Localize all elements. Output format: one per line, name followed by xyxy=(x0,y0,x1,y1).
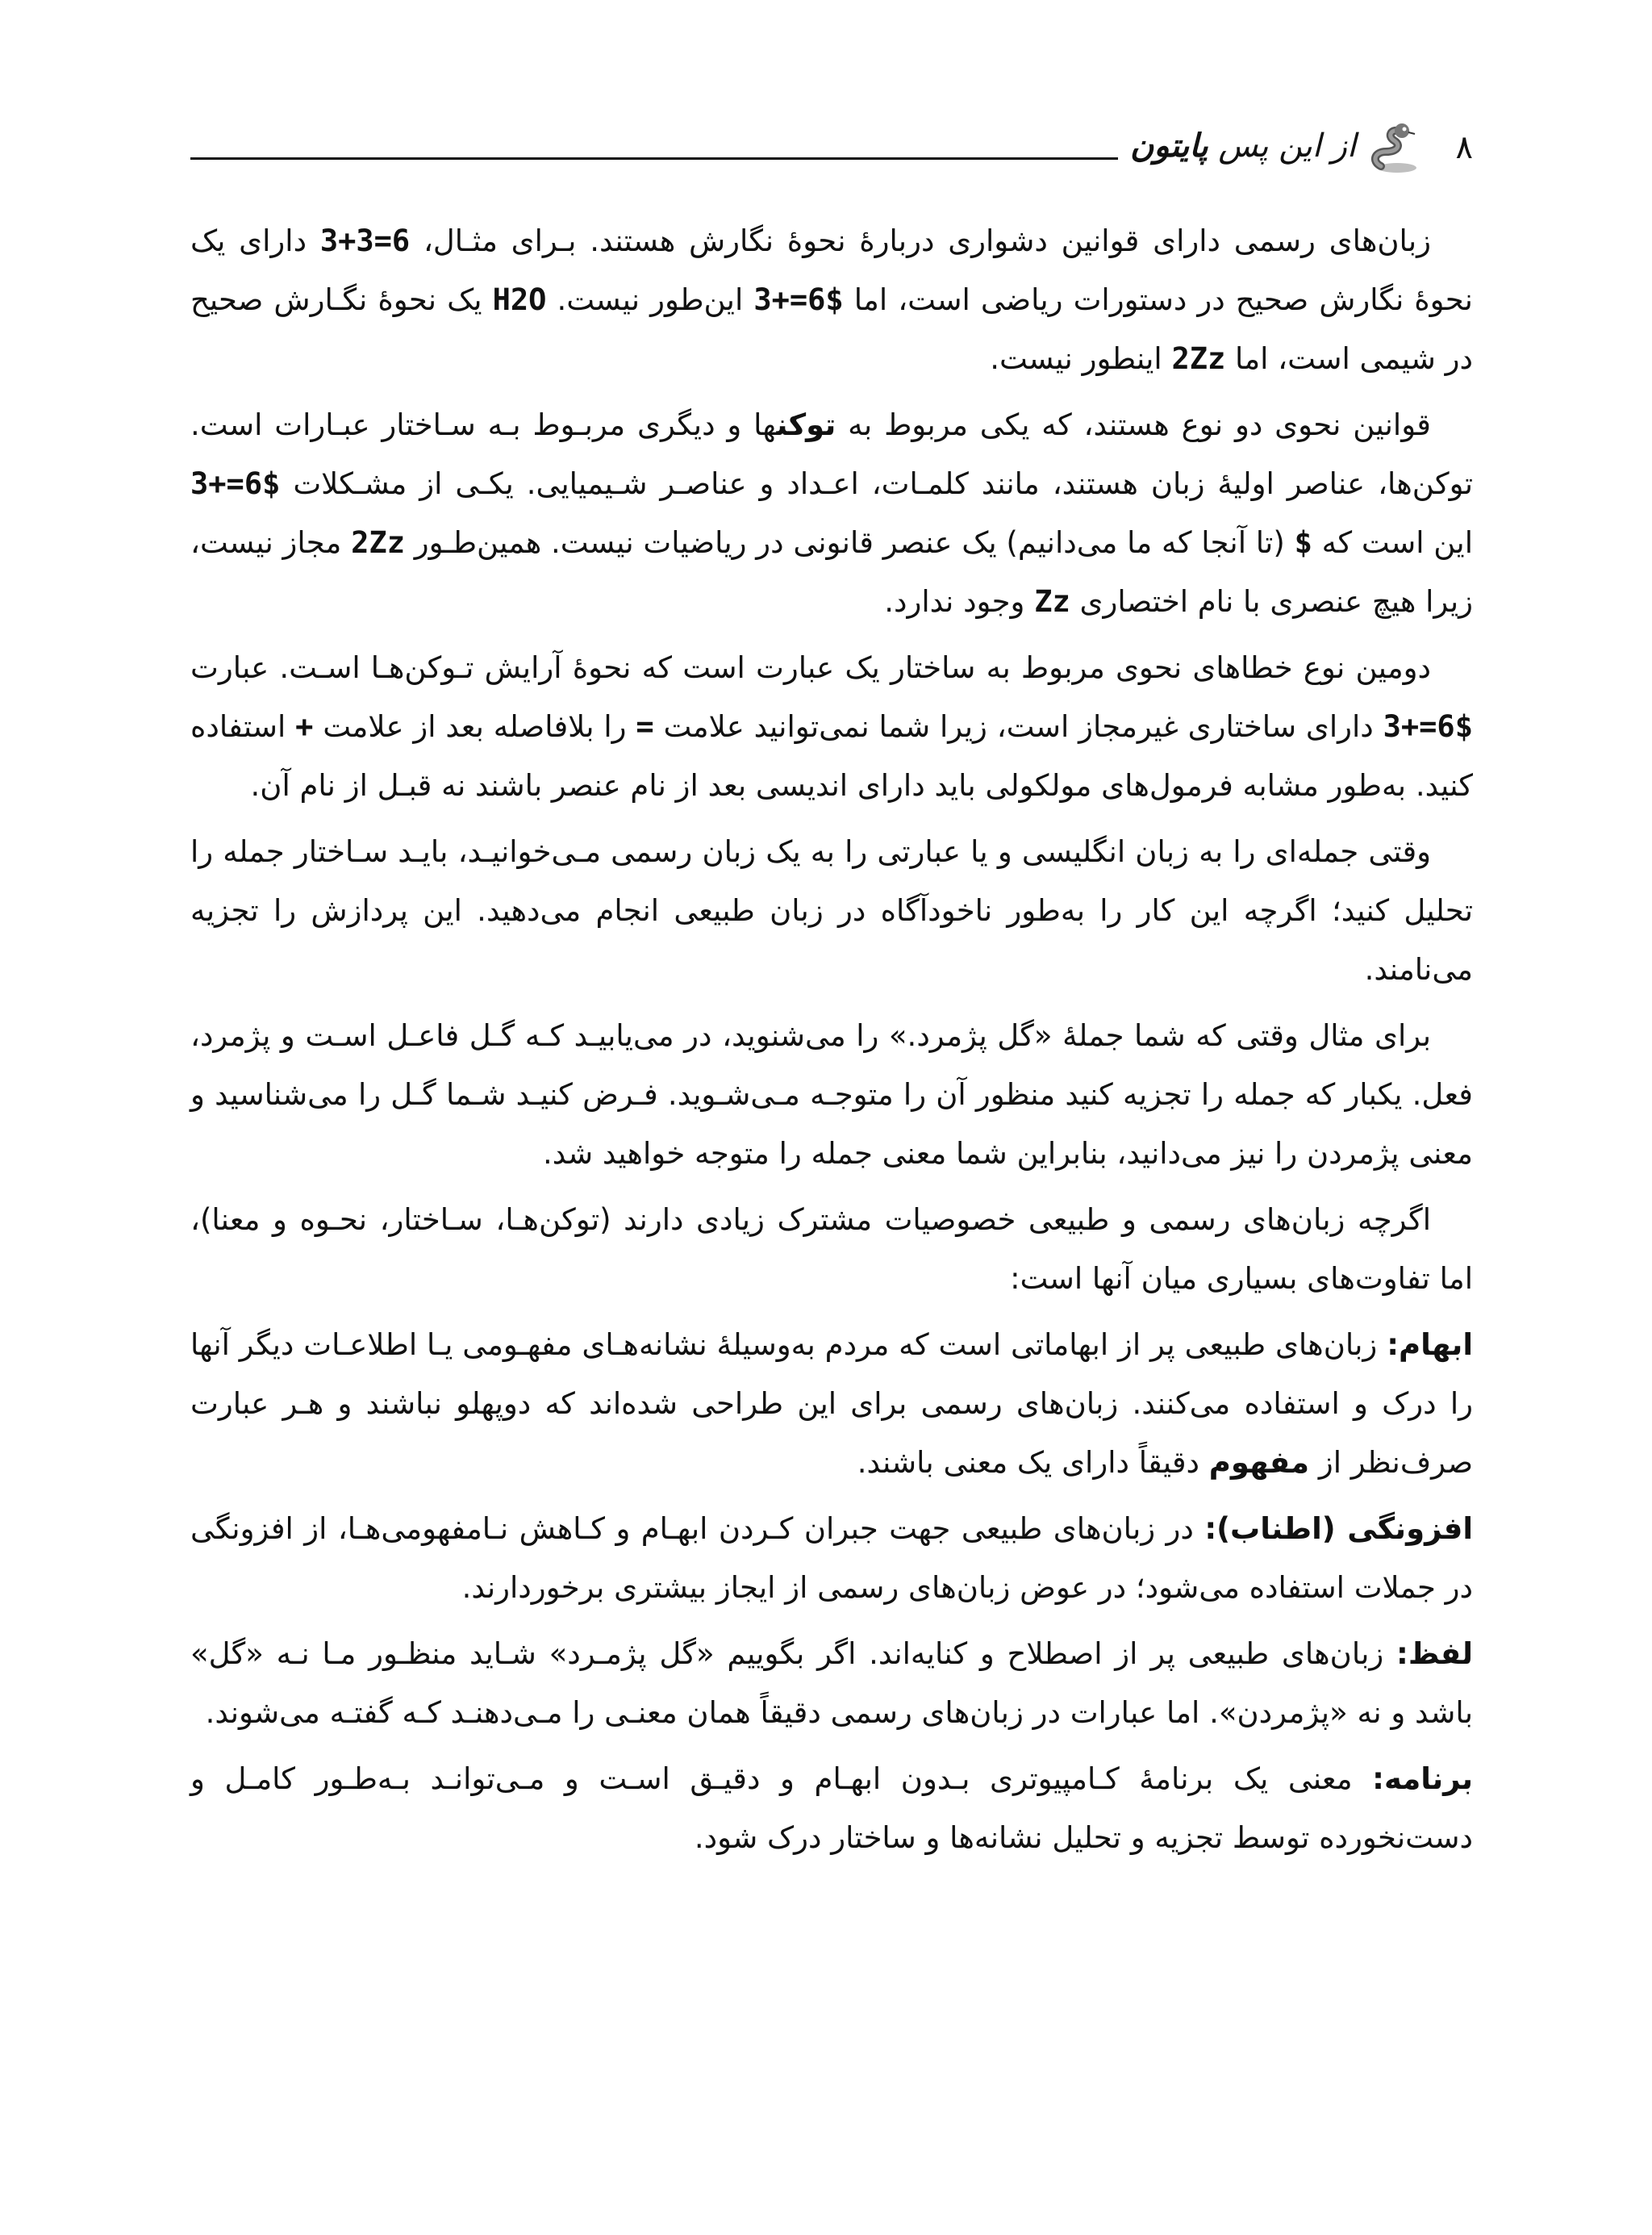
code-expression: = xyxy=(636,709,654,744)
text-run: دقیقاً دارای یک معنی باشند. xyxy=(857,1445,1209,1480)
definition-term: افزونگی (اطناب): xyxy=(1204,1511,1473,1546)
text-run: وجود ندارد. xyxy=(884,584,1035,619)
definition-term: لفظ: xyxy=(1396,1636,1473,1671)
text-run: مجاز نیست، زیرا هیچ عنصری با نام اختصاری xyxy=(190,525,1473,619)
definition-literalness xyxy=(190,1624,1473,1742)
code-expression: H2O xyxy=(492,282,547,317)
text-run: زبان‌های طبیعی پر از ابهاماتی است که مردم به‌وسیلهٔ نشانه‌هـای مفهـومی یـا اطلاعـات دیگر آنها را درک و استفاده می‌کنند. زبان‌های رسمی برای این طراحی شده‌اند که دوپهلو نباشند و هـر عبارت صرف‌نظر از xyxy=(190,1327,1473,1480)
body-text xyxy=(190,211,1473,1874)
text-run: (تا آنجا که ما می‌دانیم) یک عنصر قانونی در ریاضیات نیست. همین‌طـور xyxy=(404,525,1295,560)
code-expression: 3+3=6 xyxy=(319,224,411,258)
running-title xyxy=(1130,127,1356,165)
code-expression: 2Zz xyxy=(351,525,405,560)
text-run: استفاده کنید. به‌طور مشابه فرمول‌های مولکولی باید دارای اندیسی بعد از نام عنصر باشند نه قبـل از نام آن. xyxy=(190,709,1473,803)
text-run: دارای ساختاری غیرمجاز است، زیرا شما نمی‌توانید علامت xyxy=(653,709,1383,744)
paragraph-parsing: وقتی جمله‌ای را به زبان انگلیسی و یا عبارتی را به یک زبان رسمی مـی‌خوانیـد، بایـد سـاختار جمله را تحلیل کنید؛ اگرچه این کار را به‌طور ناخودآگاه در زبان طبیعی انجام می‌دهید. این پردازش را تجزیه می‌نامند. xyxy=(190,834,1473,987)
definition-ambiguity xyxy=(190,1315,1473,1492)
definition-program xyxy=(190,1749,1473,1867)
running-title-prefix: از این پس xyxy=(1218,127,1356,165)
definition-term: برنامه: xyxy=(1372,1761,1473,1796)
code-expression: + xyxy=(295,709,314,744)
bold-term: توکن xyxy=(776,407,836,442)
code-expression: 3+=6$ xyxy=(753,282,844,317)
text-run: قوانین نحوی دو نوع هستند، که یکی مربوط به xyxy=(836,407,1431,442)
text-run: اینطور نیست. xyxy=(990,341,1172,376)
code-expression: $ xyxy=(1294,525,1312,560)
text-run: یک نحوهٔ نگـارش صحیح در شیمی است، اما xyxy=(190,282,1473,376)
header-rule xyxy=(190,157,1118,160)
running-header xyxy=(190,121,1473,186)
text-run: معنی یک برنامهٔ کـامپیوتری بـدون ابهـام و دقیـق اسـت و مـی‌توانـد بـه‌طـور کامـل و دست‌نخورده توسط تجزیه و تحلیل نشانه‌ها و ساختار درک شود. xyxy=(190,1761,1473,1855)
text-run: را بلافاصله بعد از علامت xyxy=(313,709,636,744)
paragraph-token-rules xyxy=(190,395,1473,631)
text-run: زبان‌های طبیعی پر از اصطلاح و کنایه‌اند. اگر بگوییم «گل پژمـرد» شـاید منظـور مـا نـه «گل» باشد و نه «پژمردن». اما عبارات در زبان‌های رسمی دقیقاً همان معنـی را مـی‌دهنـد کـه گفتـه می‌شوند. xyxy=(190,1636,1473,1730)
code-expression: 3+=6$ xyxy=(190,466,281,501)
text-run: این‌طور نیست. xyxy=(546,282,754,317)
text-run: ها و دیگری مربـوط بـه سـاختار عبـارات است. توکن‌ها، عناصر اولیهٔ زبان هستند، مانند کلمـات، اعـداد و عناصـر شـیمیایی. یکـی از مشـکلات xyxy=(190,407,1473,501)
text-run: زبان‌های رسمی دارای قوانین دشواری دربارهٔ نحوهٔ نگارش هستند. بـرای مثـال، xyxy=(410,224,1431,258)
text-run: این است که xyxy=(1312,525,1473,560)
text-run: دارای یک نحوهٔ نگارش صحیح در دستورات ریاضی است، اما xyxy=(190,224,1473,317)
code-expression: Zz xyxy=(1034,584,1070,619)
code-expression: 2Zz xyxy=(1171,341,1226,376)
paragraph-formal-syntax-rules xyxy=(190,211,1473,388)
definition-redundancy xyxy=(190,1499,1473,1617)
text-run: دومین نوع خطاهای نحوی مربوط به ساختار یک عبارت است که نحوهٔ آرایش تـوکن‌هـا اسـت. عبارت xyxy=(190,650,1431,685)
page-number: ۸ xyxy=(1455,129,1473,166)
bold-term: مفهوم xyxy=(1208,1445,1310,1480)
code-expression: 3+=6$ xyxy=(1383,709,1473,744)
running-title-brand: پایتون xyxy=(1130,127,1208,165)
paragraph-structure-errors xyxy=(190,638,1473,815)
python-snake-icon xyxy=(1366,121,1423,178)
paragraph-differences-intro: اگرچه زبان‌های رسمی و طبیعی خصوصیات مشترک زیادی دارند (توکن‌هـا، سـاختار، نحـوه و معنا)، اما تفاوت‌های بسیاری میان آنها است: xyxy=(190,1202,1473,1296)
paragraph-example: برای مثال وقتی که شما جملهٔ «گل پژمرد.» را می‌شنوید، در می‌یابیـد کـه گـل فاعـل اسـت و پژمرد، فعل. یکبار که جمله را تجزیه کنید منظور آن را متوجـه مـی‌شـوید. فـرض کنیـد شـما گـل را می‌شناسید و معنی پژمردن را نیز می‌دانید، بنابراین شما معنی جمله را متوجه خواهید شد. xyxy=(190,1018,1473,1171)
definition-term: ابهام: xyxy=(1387,1327,1473,1362)
text-run: در زبان‌های طبیعی جهت جبران کـردن ابهـام و کـاهش نـامفهومی‌هـا، از افزونگی در جملات استفاده می‌شود؛ در عوض زبان‌های رسمی از ایجاز بیشتری برخوردارند. xyxy=(190,1511,1473,1605)
